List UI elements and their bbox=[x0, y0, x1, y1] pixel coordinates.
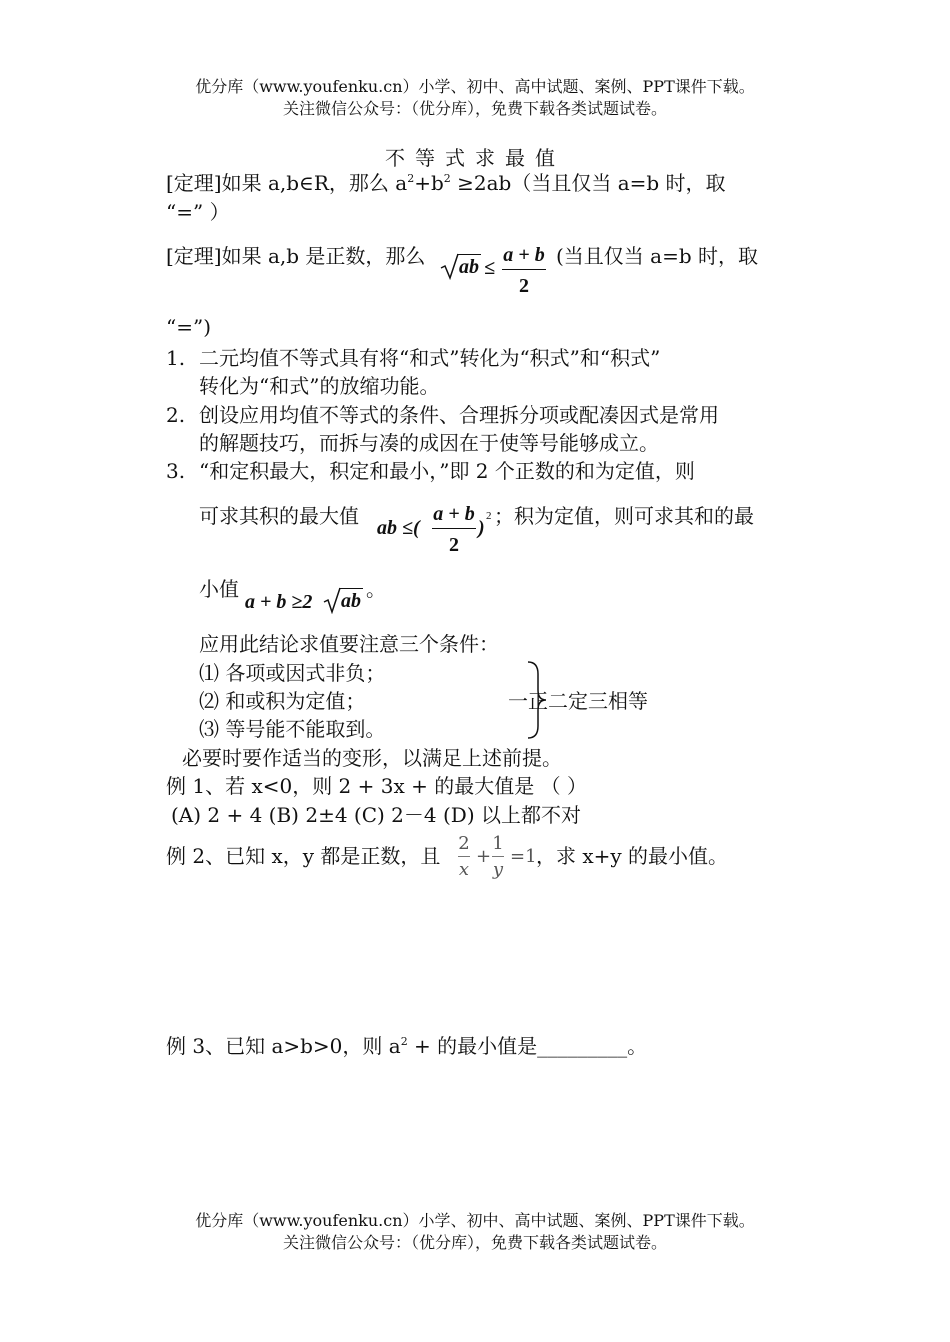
formula-max-exponent: 2 bbox=[486, 510, 492, 522]
theorem-1-part-a: [定理]如果 a,b∈R，那么 a bbox=[166, 171, 408, 195]
example-1-question: 例 1、若 x<0，则 2 + 3x + 的最大值是 （ ） bbox=[166, 774, 587, 798]
condition-2: ⑵ 和或积为定值； bbox=[199, 689, 366, 713]
list-item-2-number: 2. bbox=[166, 403, 186, 427]
theorem-2-numerator: a + b bbox=[503, 244, 545, 266]
header-line-2: 关注微信公众号：（优分库），免费下载各类试题试卷。 bbox=[282, 99, 667, 118]
list-item-3-line-3a: 小值 bbox=[199, 577, 239, 601]
theorem-2-tail: (当且仅当 a=b 时，取 bbox=[556, 244, 759, 268]
example-2-n2: 1 bbox=[492, 833, 504, 854]
theorem-2-radicand: ab bbox=[459, 256, 479, 278]
list-item-3-line-2a: 可求其积的最大值 bbox=[199, 504, 359, 528]
theorem-1-part-c: ≥2ab（当且仅当 a=b 时，取 bbox=[450, 171, 726, 195]
example-2-bar-2 bbox=[492, 856, 504, 857]
theorem-2-denominator: 2 bbox=[519, 275, 529, 297]
theorem-1-part-b: +b bbox=[414, 171, 444, 195]
example-3-sup: 2 bbox=[400, 1035, 408, 1048]
example-2-d1: x bbox=[458, 859, 470, 880]
example-2-plus: + bbox=[476, 846, 492, 867]
theorem-2-leq: ≤ bbox=[484, 257, 495, 279]
theorem-1 bbox=[166, 170, 726, 196]
footer-line-1: 优分库（www.youfenku.cn）小学、初中、高中试题、案例、PPT课件下载。 bbox=[195, 1211, 755, 1230]
example-2-d2: y bbox=[492, 859, 504, 880]
page-title: 不等式求最值 bbox=[385, 146, 565, 170]
conditions-note: 必要时要作适当的变形，以满足上述前提。 bbox=[182, 746, 562, 770]
formula-max-numerator: a + b bbox=[433, 503, 475, 525]
list-item-1-number: 1. bbox=[166, 346, 186, 370]
list-item-3-number: 3. bbox=[166, 459, 186, 483]
example-3-lead: 例 3、已知 a>b>0，则 a bbox=[166, 1034, 401, 1058]
formula-max-denominator: 2 bbox=[449, 534, 459, 556]
formula-max-lhs: ab ≤( bbox=[377, 517, 420, 539]
example-3 bbox=[166, 1033, 647, 1059]
formula-min-lhs: a + b ≥2 bbox=[245, 591, 313, 613]
list-item-2-line-1: 创设应用均值不等式的条件、合理拆分项或配凑因式是常用 bbox=[199, 403, 719, 427]
list-item-1-line-2: 转化为“和式”的放缩功能。 bbox=[199, 374, 440, 398]
formula-max-fraction-bar bbox=[432, 528, 476, 529]
example-2-eq: =1 bbox=[510, 846, 537, 867]
footer-line-2: 关注微信公众号：（优分库），免费下载各类试题试卷。 bbox=[282, 1233, 667, 1252]
formula-max-close: ) bbox=[478, 517, 485, 539]
example-3-tail: + 的最小值是_________。 bbox=[407, 1034, 648, 1058]
list-item-3-line-1: “和定积最大，积定和最小，”即 2 个正数的和为定值，则 bbox=[199, 459, 695, 483]
example-2-n1: 2 bbox=[458, 833, 470, 854]
example-2-bar-1 bbox=[458, 856, 470, 857]
formula-min-radicand: ab bbox=[341, 590, 361, 612]
theorem-2-fraction-bar bbox=[502, 269, 546, 270]
list-item-2-line-2: 的解题技巧，而拆与凑的成因在于使等号能够成立。 bbox=[199, 431, 659, 455]
condition-3: ⑶ 等号能不能取到。 bbox=[199, 717, 386, 741]
header-line-1: 优分库（www.youfenku.cn）小学、初中、高中试题、案例、PPT课件下载。 bbox=[195, 77, 755, 96]
condition-1: ⑴ 各项或因式非负； bbox=[199, 661, 386, 685]
example-1-options: (A) 2 + 4 (B) 2±4 (C) 2－4 (D) 以上都不对 bbox=[171, 803, 581, 827]
example-2-tail: ，求 x+y 的最小值。 bbox=[536, 844, 729, 868]
list-item-3-line-3b: 。 bbox=[366, 577, 386, 601]
theorem-1-sup-2: 2 bbox=[443, 172, 451, 185]
list-item-1-line-1: 二元均值不等式具有将“和式”转化为“积式”和“积式” bbox=[199, 346, 661, 370]
conditions-summary: 一正二定三相等 bbox=[508, 689, 648, 713]
conditions-intro: 应用此结论求值要注意三个条件： bbox=[199, 632, 499, 656]
theorem-2-cont: “=”) bbox=[166, 315, 212, 339]
theorem-2-lead: [定理]如果 a,b 是正数，那么 bbox=[166, 244, 426, 268]
example-2-lead: 例 2、已知 x，y 都是正数，且 bbox=[166, 844, 441, 868]
theorem-1-cont: “=” ） bbox=[166, 200, 230, 224]
list-item-3-line-2b: ；积为定值，则可求其和的最 bbox=[494, 504, 754, 528]
theorem-1-sup-1: 2 bbox=[407, 172, 415, 185]
